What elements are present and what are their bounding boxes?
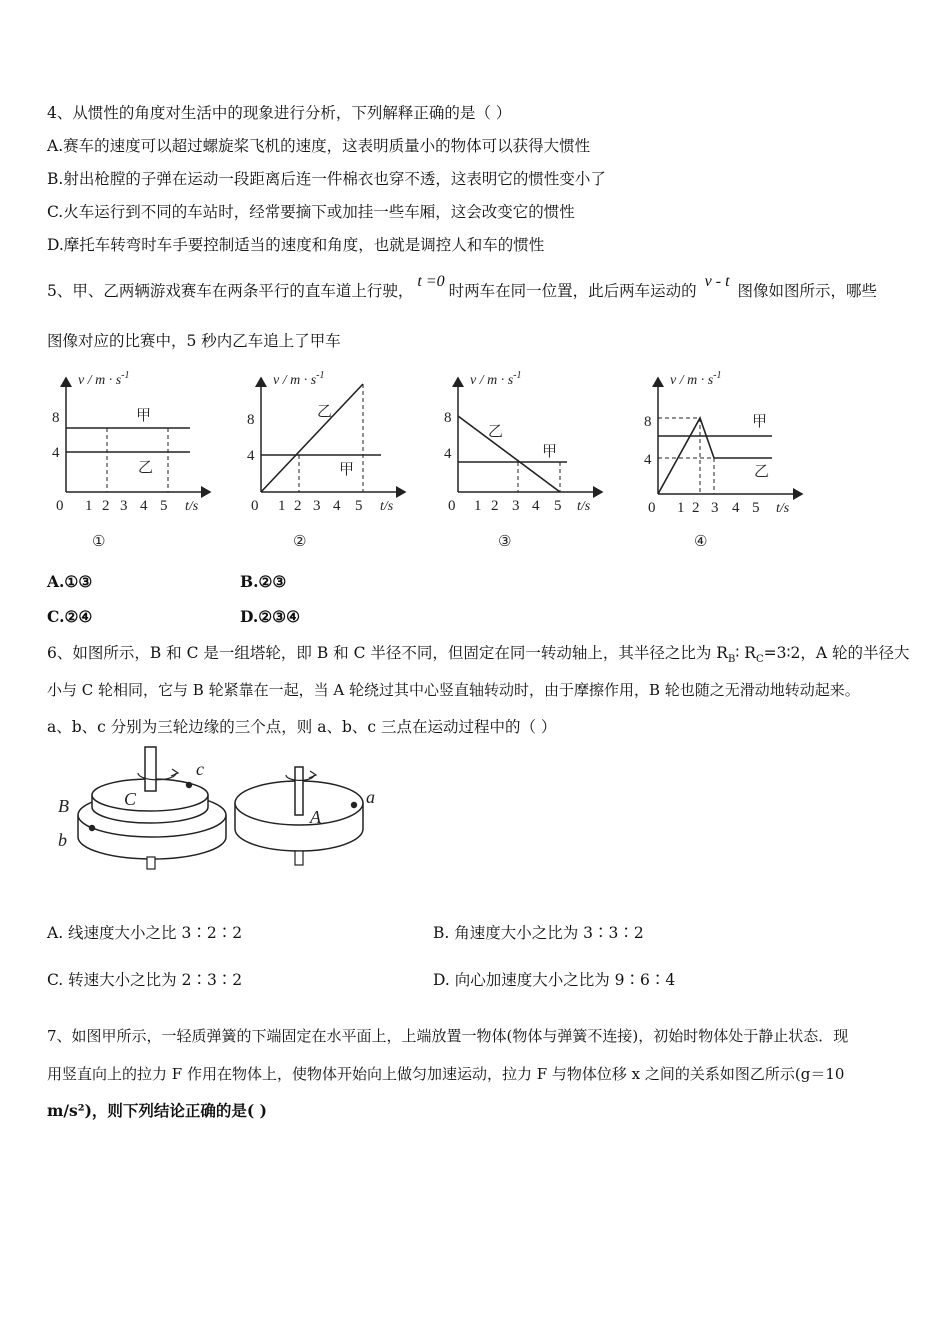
tick-4: 4: [52, 445, 60, 461]
rotation-arrowhead-a: [309, 771, 316, 778]
point-b: [89, 825, 95, 831]
vt-graph-3: [432, 370, 622, 554]
y-axis-label: $v / m \cdot s^{-1}$: [273, 370, 325, 388]
graph-label-1: ①: [92, 532, 106, 550]
label-jia: 甲: [752, 412, 768, 430]
tick-4x: 4: [140, 498, 148, 514]
q4-stem: 4、从惯性的角度对生活中的现象进行分析，下列解释正确的是（ ）: [47, 104, 512, 122]
q5-stem-part2: 时两车在同一位置，此后两车运动的: [448, 282, 697, 300]
label-yi: 乙: [138, 458, 154, 476]
q6-line1: [47, 642, 909, 671]
label-jia: 甲: [542, 442, 558, 460]
q6-sub-b: B: [727, 654, 736, 666]
x-axis-label: t/s: [380, 499, 394, 514]
tick-4: 4: [644, 452, 652, 468]
tick-0: 0: [56, 498, 64, 514]
q4-option-a: A.赛车的速度可以超过螺旋桨飞机的速度，这表明质量小的物体可以获得大惯性: [47, 137, 591, 155]
q5-stem-line1: [47, 273, 878, 303]
vt-graph-1-svg: [40, 370, 230, 550]
q6-line3: a、b、c 分别为三轮边缘的三个点，则 a、b、c 三点在运动过程中的（ ）: [47, 718, 557, 736]
q5-option-d: D.②③④: [240, 607, 300, 626]
point-a: [351, 802, 357, 808]
tick-3: 3: [120, 498, 128, 514]
vt-graph-2: [235, 370, 425, 554]
vt-graph-4: [632, 370, 822, 554]
vt-graph-3-svg: [432, 370, 622, 550]
x-axis-label: t/s: [185, 499, 199, 514]
q5-vt: v - t: [704, 273, 730, 290]
q7-line1: 7、如图甲所示，一轻质弹簧的下端固定在水平面上，上端放置一物体(物体与弹簧不连接)，初始时物体处于静止状态．现: [47, 1027, 849, 1045]
q6-line1-mid: ∶ R: [735, 644, 756, 662]
q5-option-a: A.①③: [47, 572, 93, 591]
q5-option-c: C.②④: [47, 607, 93, 626]
q5-t0: t =0: [417, 273, 445, 290]
label-yi: 乙: [317, 402, 333, 420]
tick-0: 0: [648, 500, 656, 516]
tick-2: 2: [491, 498, 499, 514]
vt-graph-1: [40, 370, 230, 554]
label-c: c: [196, 759, 204, 779]
tick-1: 1: [85, 498, 93, 514]
vt-graph-4-svg: [632, 370, 822, 550]
tick-5: 5: [752, 500, 760, 516]
q6-line1-start: 6、如图所示，B 和 C 是一组塔轮，即 B 和 C 半径不同，但固定在同一转动轴上，其半径之比为 R: [47, 644, 728, 662]
tick-4: 4: [444, 446, 452, 462]
tick-2: 2: [692, 500, 700, 516]
q6-line1-end: =3∶2，A 轮的半径大: [763, 644, 910, 662]
y-axis-label: $v / m \cdot s^{-1}$: [670, 370, 722, 388]
tick-4x: 4: [333, 498, 341, 514]
q4-option-d: D.摩托车转弯时车手要控制适当的速度和角度，也就是调控人和车的惯性: [47, 236, 545, 254]
tower-wheel-figure: [48, 745, 388, 875]
graph-label-2: ②: [293, 532, 307, 550]
tick-8: 8: [444, 410, 452, 426]
x-axis-label: t/s: [776, 501, 790, 516]
x-axis-label: t/s: [577, 499, 591, 514]
q4-option-c: C.火车运行到不同的车站时，经常要摘下或加挂一些车厢，这会改变它的惯性: [47, 203, 575, 221]
tick-0: 0: [251, 498, 259, 514]
tick-3: 3: [711, 500, 719, 516]
shaft-a-bottom: [295, 851, 303, 865]
q4-option-b: B.射出枪膛的子弹在运动一段距离后连一件棉衣也穿不透，这表明它的惯性变小了: [47, 170, 606, 188]
tick-5: 5: [160, 498, 168, 514]
y-axis-label: $v / m \cdot s^{-1}$: [78, 370, 130, 388]
tick-4x: 4: [732, 500, 740, 516]
q5-option-b: B.②③: [240, 572, 287, 591]
q7-line2: 用竖直向上的拉力 F 作用在物体上，使物体开始向上做匀加速运动，拉力 F 与物体位移 x 之间的关系如图乙所示(g＝10: [47, 1065, 845, 1083]
tick-5: 5: [554, 498, 562, 514]
q5-stem-line2: 图像对应的比赛中，5 秒内乙车追上了甲车: [47, 332, 341, 350]
tower-wheel-svg: [48, 745, 388, 875]
tick-8: 8: [644, 414, 652, 430]
tick-4: 4: [247, 448, 255, 464]
label-B: B: [58, 796, 69, 816]
vt-graph-2-svg: [235, 370, 425, 550]
q7-line3: m/s²)，则下列结论正确的是( ): [47, 1101, 267, 1120]
rotation-arrowhead-bc: [171, 769, 178, 776]
point-c: [186, 782, 192, 788]
tick-2: 2: [294, 498, 302, 514]
shaft-bc: [145, 747, 156, 791]
q6-option-c: C. 转速大小之比为 2∶3∶2: [47, 971, 243, 989]
tick-4x: 4: [532, 498, 540, 514]
q6-option-a: A. 线速度大小之比 3∶2∶2: [47, 924, 243, 942]
q6-option-d: D. 向心加速度大小之比为 9∶6∶4: [433, 971, 676, 989]
tick-1: 1: [677, 500, 685, 516]
label-a: a: [366, 787, 375, 807]
label-b: b: [58, 830, 67, 850]
tick-1: 1: [474, 498, 482, 514]
graph-label-3: ③: [498, 532, 512, 550]
label-A: A: [310, 807, 321, 827]
tick-0: 0: [448, 498, 456, 514]
tick-2: 2: [102, 498, 110, 514]
label-C: C: [124, 789, 137, 809]
tick-8: 8: [52, 410, 60, 426]
label-yi: 乙: [488, 422, 504, 440]
label-yi: 乙: [754, 462, 770, 480]
tick-5: 5: [355, 498, 363, 514]
y-axis-label: $v / m \cdot s^{-1}$: [470, 370, 522, 388]
q6-line2: 小与 C 轮相同，它与 B 轮紧靠在一起，当 A 轮绕过其中心竖直轴转动时，由于摩擦作用，B 轮也随之无滑动地转动起来。: [47, 681, 860, 699]
q5-stem-part1: 5、甲、乙两辆游戏赛车在两条平行的直车道上行驶，: [47, 282, 414, 300]
q6-option-b: B. 角速度大小之比为 3∶3∶2: [433, 924, 644, 942]
shaft-a: [295, 767, 303, 815]
tick-3: 3: [313, 498, 321, 514]
tick-1: 1: [278, 498, 286, 514]
q5-stem-part3: 图像如图所示，哪些: [737, 282, 878, 300]
label-jia: 甲: [339, 460, 355, 478]
label-jia: 甲: [136, 406, 152, 424]
q6-sub-c: C: [755, 654, 764, 666]
shaft-bc-bottom: [147, 857, 155, 869]
graph-label-4: ④: [694, 532, 708, 550]
tick-8: 8: [247, 412, 255, 428]
tick-3: 3: [512, 498, 520, 514]
